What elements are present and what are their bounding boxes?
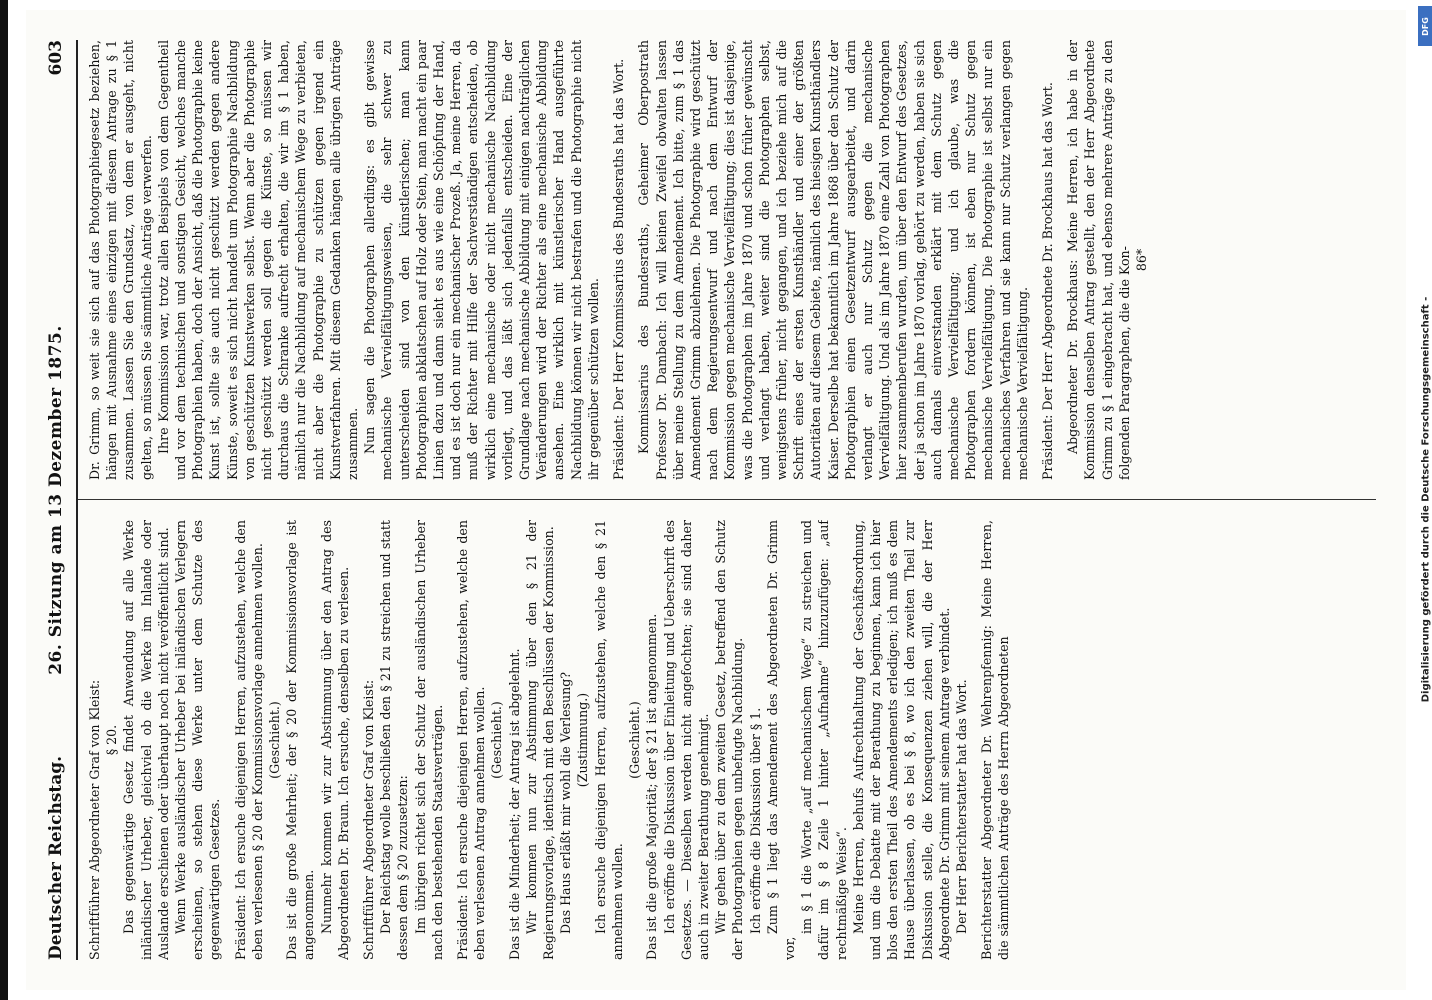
paragraph: Präsident: Der Herr Kommissarius des Bundesraths hat das Wort. [611, 58, 627, 480]
paragraph: Schriftführer Abgeordneter Graf von Kleist: [361, 679, 377, 960]
paragraph: Nun sagen die Photographen allerdings: es gibt gewisse mechanische Vervielfältigungsweisen, die sehr schwer zu unterscheiden sind von den künstlerischen; man kann Photographien abklatschen auf Holz oder Stein, man macht ein paar Linien dazu und dann sieht es aus wie eine Schöpfung der Hand, und es ist doch nur ein mechanischer Prozeß. Ja, meine Herren, da muß der Richter mit Hilfe der Sachverständigen entscheiden, ob wirklich eine mechanische oder nicht mechanische Nachbildung vorliegt, und das läßt sich jedenfalls entscheiden. Eine der Grundlage nach mechanische Abbildung mit einigen nachträglichen Veränderungen wird der Richter als eine mechanische Abbildung ansehen. Eine wirklich mit künstlerischer Hand ausgeführte Nachbildung können wir nicht bestrafen und die Photographie nicht ihr gegenüber schützen wollen. [362, 40, 601, 480]
centered-line: § 20. [104, 724, 120, 756]
centered-line: (Geschieht.) [627, 701, 643, 779]
paragraph: Der Herr Berichterstatter hat das Wort. [953, 679, 969, 934]
header-journal: Deutscher Reichstag. [46, 755, 66, 960]
paragraph: Präsident: Ich ersuche diejenigen Herren, aufzustehen, welche den eben verlesenen Antrag annehmen wollen. [455, 520, 488, 960]
centered-line: (Geschieht.) [267, 701, 283, 779]
right-column [86, 40, 1376, 480]
paragraph: Kommissarius des Bundesraths, Geheimer Oberpostrath Professor Dr. Dambach: Ich will keinen Zweifel obwalten lassen über meine Stellung zu dem Amendement. Ich bitte, zum § 1 das Amendement Grimm abzulehnen. Die Photographie wird geschützt nach dem Regierungsentwurf und nach dem Entwurf der Kommission gegen mechanische Vervielfältigung; dies ist dasjenige, was die Photographen im Jahre 1870 und schon früher gewünscht und verlangt haben, weiter sind die Photographen selbst, wenigstens früher, nicht gegangen, und ich beziehe mich auf die Schrift eines der ersten Kunsthändler und einer der größten Autoritäten auf diesem Gebiete, nämlich des hiesigen Kunsthändlers Kaiser. Derselbe hat bekanntlich im Jahre 1868 über den Schutz der Photographien einen Gesetzentwurf ausgearbeitet, und darin verlangt er auch nur Schutz gegen die mechanische Vervielfältigung. Und als im Jahre 1870 eine Zahl von Photographen hier zusammenberufen wurden, um über den Entwurf des Gesetzes, der ja schon im Jahre 1870 vorlag, gehört zu werden, haben sie sich auch damals einverstanden erklärt mit dem Schutz gegen mechanische Vervielfältigung; und ich glaube, was die Photographen fordern können, ist eben nur Schutz gegen mechanische Vervielfältigung. Die Photographie ist selbst nur ein mechanisches Verfahren und sie kann nur Schutz verlangen gegen mechanische Vervielfältigung. [636, 40, 1030, 480]
paragraph-gap [627, 40, 635, 480]
paragraph: Berichterstatter Abgeordneter Dr. Wehrenpfennig: Meine Herren, die sämmtlichen Anträge des Herrn Abgeordneten [979, 520, 1012, 960]
paragraph: Ich eröffne die Diskussion über § 1. [747, 707, 763, 934]
paragraph: Nunmehr kommen wir zur Abstimmung über den Antrag des Abgeordneten Dr. Braun. Ich ersuche, denselben zu verlesen. [318, 520, 351, 960]
paragraph-gap [1056, 40, 1064, 480]
column-divider [78, 499, 1376, 500]
paragraph: Das ist die Minderheit; der Antrag ist abgelehnt. [506, 648, 522, 960]
paragraph: Meine Herren, behufs Aufrechthaltung der Geschäftsordnung, und um die Debatte mit der Berathung zu beginnen, kann ich hier blos den ersten Theil des Amendements erledigen; ich muß es dem Hause überlassen, ob es bei § 8, wo ich den zweiten Theil zur Diskussion stelle, die Konsequenzen ziehen will, die der Herr Abgeordnete Dr. Grimm mit seinem Antrage verbindet. [850, 520, 952, 960]
dfg-logo [1418, 6, 1432, 46]
paragraph: Wenn Werke ausländischer Urheber bei inländischen Verlegern erscheinen, so stehen diese Werke unter dem Schutze des gegenwärtigen Gesetzes. [173, 520, 223, 960]
paragraph: im § 1 die Worte „auf mechanischem Wege“ zu streichen und dafür im § 8 Zeile 1 hinter „Aufnahme“ hinzuzufügen: „auf rechtmäßige Weise“. [799, 520, 849, 960]
dfg-logo-text: DFG [1420, 16, 1430, 36]
paragraph: Präsident: Ich ersuche diejenigen Herren, aufzustehen, welche den eben verlesenen § 20 der Kommissionsvorlage annehmen wollen. [232, 520, 265, 960]
centered-line: (Zustimmung.) [575, 692, 591, 788]
dfg-attribution: Digitalisierung gefördert durch die Deutsche Forschungsgemeinschaft - [1420, 296, 1432, 703]
page-header [46, 40, 74, 960]
paragraph: Das Haus erläßt mir wohl die Verlesung? [558, 671, 574, 934]
header-session: 26. Sitzung am 13 Dezember 1875. [46, 325, 66, 675]
paragraph: Der Reichstag wolle beschließen den § 21 zu streichen und statt dessen dem § 20 zuzusetzen: [378, 520, 411, 960]
paragraph: Wir kommen nun zur Abstimmung über den § 21 der Regierungsvorlage, identisch mit den Beschlüssen der Kommission. [523, 520, 557, 960]
left-column [86, 520, 1376, 960]
paragraph: Abgeordneter Dr. Brockhaus: Meine Herren, ich habe in der Kommission denselben Antrag gestellt, den der Herr Abgeordnete Grimm zu § 1 eingebracht hat, und ebenso mehrere Anträge zu den folgenden Paragraphen, die die Kon- [1065, 40, 1132, 480]
paragraph: Im übrigen richtet sich der Schutz der ausländischen Urheber nach den bestehenden Staatsverträgen. [412, 520, 445, 960]
paragraph: Ich ersuche diejenigen Herren, aufzustehen, welche den § 21 annehmen wollen. [592, 520, 625, 960]
paragraph-gap [224, 520, 232, 960]
paragraph: Präsident: Der Herr Abgeordnete Dr. Brockhaus hat das Wort. [1039, 82, 1055, 480]
centered-line: 86* [1133, 248, 1149, 272]
paragraph: Ich eröffne die Diskussion über Einleitung und Ueberschrift des Gesetzes. — Dieselben werden nicht angefochten; sie sind daher auch in zweiter Berathung genehmigt. [661, 520, 711, 960]
scanned-page [26, 10, 1406, 990]
paragraph-gap [602, 40, 610, 480]
paragraph-gap [970, 520, 978, 960]
paragraph: Das gegenwärtige Gesetz findet Anwendung auf alle Werke inländischer Urheber, gleichviel ob die Werke im Inlande oder Auslande erschienen oder überhaupt noch nicht veröffentlicht sind. [121, 520, 171, 960]
paragraph-gap [352, 520, 360, 960]
centered-line: (Geschieht.) [489, 701, 505, 779]
paragraph: Ihre Kommission war, trotz allen Beispiels von dem Gegentheil und vor dem technischen und sonstigen Gesicht, welches manche Photographien haben, doch der Ansicht, daß die Photographie keine Kunst ist, sollte sie auch nicht geschützt werden gegen andere Künste, soweit es sich nicht handelt um Photographie Nachbildung von geschützten Kunstwerken selbst. Wenn aber die Photographie nicht geschützt werden soll gegen die Künste, so müssen wir durchaus die Schranke aufrecht erhalten, die wir im § 1 haben, nämlich nur die Nachbildung auf mechanischem Wege zu verbieten, nicht aber die Photographie zu schützen gegen irgend ein Kunstverfahren. Mit diesem Gedanken hängen alle übrigen Anträge zusammen. [155, 40, 361, 480]
paragraph: Wir gehen über zu dem zweiten Gesetz, betreffend den Schutz der Photographien gegen unbefugte Nachbildung. [713, 520, 746, 960]
paragraph: Dr. Grimm, so weit sie sich auf das Photographiegesetz beziehen, hängen mit Ausnahme eines einzigen mit diesem Antrage zu § 1 zusammen. Lassen Sie den Grundsatz, von dem er ausgeht, nicht gelten, so müssen Sie sämmtliche Anträge verwerfen. [87, 40, 154, 480]
paragraph: Schriftführer Abgeordneter Graf von Kleist: [87, 679, 102, 960]
paragraph: Das ist die große Majorität; der § 21 ist angenommen. [644, 613, 660, 960]
paragraph: Zum § 1 liegt das Amendement des Abgeordneten Dr. Grimm vor, [764, 520, 797, 960]
paragraph-gap [446, 520, 454, 960]
paragraph: Das ist die große Mehrheit; der § 20 der Kommissionsvorlage ist angenommen. [284, 520, 317, 960]
scan-edge-strip [0, 0, 8, 1000]
paragraph-gap [1031, 40, 1039, 480]
header-rule [76, 40, 78, 960]
page-number: 603 [46, 40, 66, 76]
